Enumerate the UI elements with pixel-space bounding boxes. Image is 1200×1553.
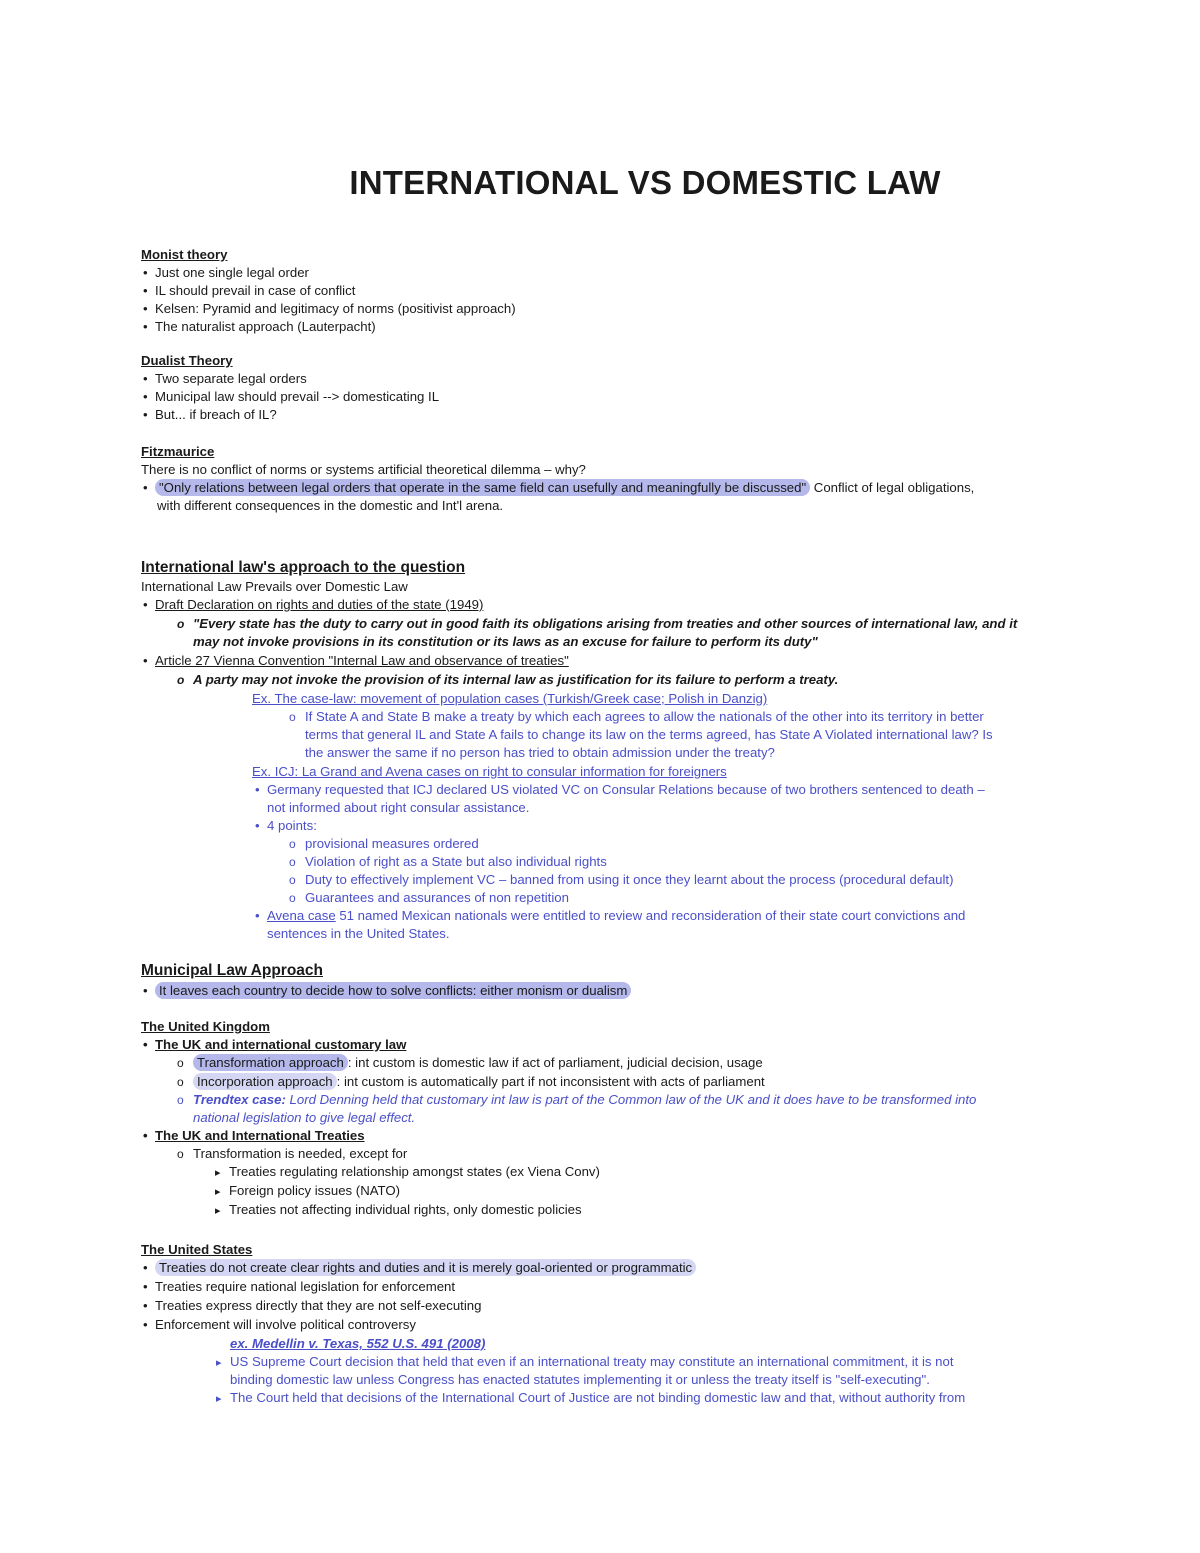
list-item — [143, 1259, 696, 1277]
list-item: • Just one single legal order — [143, 264, 309, 282]
list-item: • IL should prevail in case of conflict — [143, 282, 355, 300]
list-item: o Duty to effectively implement VC – banned from using it once they learnt about the process (procedural default) — [289, 871, 954, 889]
uk-customary-subheading: • The UK and international customary law — [143, 1036, 406, 1054]
list-item — [177, 1091, 976, 1109]
list-item: o provisional measures ordered — [289, 835, 479, 853]
medellin-case-link[interactable]: ex. Medellin v. Texas, 552 U.S. 491 (2008) — [230, 1336, 486, 1351]
uk-treaties-subheading: • The UK and International Treaties — [143, 1127, 365, 1145]
example-link-movement-cases[interactable]: Ex. The case-law: movement of population cases (Turkish/Greek case; Polish in Danzig) — [252, 691, 768, 706]
example-link-icj-cases[interactable]: Ex. ICJ: La Grand and Avena cases on right to consular information for foreigners — [252, 764, 727, 779]
list-item: • Treaties express directly that they are not self-executing — [143, 1297, 481, 1315]
highlighted-text: It leaves each country to decide how to solve conflicts: either monism or dualism — [155, 982, 631, 999]
list-item: ▸ Foreign policy issues (NATO) — [215, 1182, 400, 1201]
transformation-text: : int custom is domestic law if act of parliament, judicial decision, usage — [347, 1055, 763, 1070]
list-item: o Violation of right as a State but also individual rights — [289, 853, 607, 871]
list-item: • Treaties require national legislation for enforcement — [143, 1278, 455, 1296]
list-item — [143, 479, 974, 497]
list-item — [143, 596, 483, 614]
us-heading: The United States — [141, 1242, 253, 1257]
list-item-cont: national legislation to give legal effect. — [193, 1110, 416, 1125]
list-item: o Transformation is needed, except for — [177, 1145, 407, 1163]
list-item-cont: sentences in the United States. — [267, 926, 450, 941]
list-item: ▸ US Supreme Court decision that held that even if an international treaty may constitute an international commitment, it is not — [216, 1353, 954, 1372]
fitzmaurice-continuation: with different consequences in the domestic and Int'l arena. — [157, 498, 504, 513]
article27-link[interactable]: Article 27 Vienna Convention "Internal Law and observance of treaties" — [155, 653, 569, 668]
list-item — [255, 907, 965, 925]
list-item: • Enforcement will involve political controversy — [143, 1316, 416, 1334]
list-item: • The naturalist approach (Lauterpacht) — [143, 318, 376, 336]
page-title: INTERNATIONAL VS DOMESTIC LAW — [349, 164, 941, 201]
list-item: o Guarantees and assurances of non repetition — [289, 889, 569, 907]
list-item: • Municipal law should prevail --> domesticating IL — [143, 388, 439, 406]
fitzmaurice-rest: Conflict of legal obligations, — [810, 480, 975, 495]
uk-heading: The United Kingdom — [141, 1019, 270, 1034]
dualist-heading: Dualist Theory — [141, 353, 233, 368]
list-item: o If State A and State B make a treaty by which each agrees to allow the nationals of the other into its territory in better — [289, 708, 984, 726]
avena-text: 51 named Mexican nationals were entitled to review and reconsideration of their state court convictions and — [335, 908, 966, 923]
avena-case-link[interactable]: Avena case — [267, 908, 336, 923]
list-item: ▸ Treaties regulating relationship amongst states (ex Viena Conv) — [215, 1163, 600, 1182]
fitzmaurice-heading: Fitzmaurice — [141, 444, 215, 459]
draft-quote-line-1: o "Every state has the duty to carry out in good faith its obligations arising from treaties and other sources of international law, and it — [177, 615, 1017, 633]
list-item-cont: terms that general IL and State A fails to change its law on the terms agreed, has State A Violated international law? Is — [305, 727, 993, 742]
list-item: • Germany requested that ICJ declared US violated VC on Consular Relations because of two brothers sentenced to death – — [255, 781, 985, 799]
list-item — [177, 1054, 763, 1072]
list-item: • But... if breach of IL? — [143, 406, 277, 424]
intl-intro: International Law Prevails over Domestic Law — [141, 579, 408, 594]
draft-declaration-link[interactable]: Draft Declaration on rights and duties of the state (1949) — [155, 597, 484, 612]
trendtex-label: Trendtex case: — [193, 1092, 286, 1107]
list-item-cont: the answer the same if no person has tried to obtain admission under the treaty? — [305, 745, 775, 760]
draft-quote-line-2: may not invoke provisions in its constitution or its laws as an excuse for failure to perform its duty" — [193, 634, 818, 649]
list-item — [177, 1073, 765, 1091]
list-item — [143, 982, 631, 1000]
highlighted-text: Treaties do not create clear rights and duties and it is merely goal-oriented or programmatic — [155, 1259, 696, 1276]
list-item-cont: not informed about right consular assistance. — [267, 800, 530, 815]
highlighted-term: Incorporation approach — [193, 1073, 337, 1090]
trendtex-text: Lord Denning held that customary int law is part of the Common law of the UK and it does have to be transformed into — [285, 1092, 977, 1107]
list-item — [143, 652, 569, 670]
fitzmaurice-line: There is no conflict of norms or systems artificial theoretical dilemma – why? — [141, 462, 586, 477]
list-item: ▸ The Court held that decisions of the International Court of Justice are not binding domestic law and that, without authority from — [216, 1389, 965, 1408]
incorporation-text: : int custom is automatically part if not inconsistent with acts of parliament — [336, 1074, 765, 1089]
list-item: • Kelsen: Pyramid and legitimacy of norms (positivist approach) — [143, 300, 516, 318]
monist-heading: Monist theory — [141, 247, 228, 262]
municipal-heading: Municipal Law Approach — [141, 962, 323, 979]
list-item: ▸ Treaties not affecting individual rights, only domestic policies — [215, 1201, 582, 1220]
list-item: • Two separate legal orders — [143, 370, 307, 388]
intl-heading: International law's approach to the question — [141, 559, 466, 576]
article27-quote: o A party may not invoke the provision of its internal law as justification for its failure to perform a treaty. — [177, 671, 838, 689]
list-item-cont: binding domestic law unless Congress has enacted statutes implementing it or unless the treaty itself is "self-executing". — [230, 1372, 930, 1387]
highlighted-term: Transformation approach — [193, 1054, 348, 1071]
highlighted-quote: "Only relations between legal orders that operate in the same field can usefully and meaningfully be discussed" — [155, 479, 810, 496]
list-item: • 4 points: — [255, 817, 317, 835]
